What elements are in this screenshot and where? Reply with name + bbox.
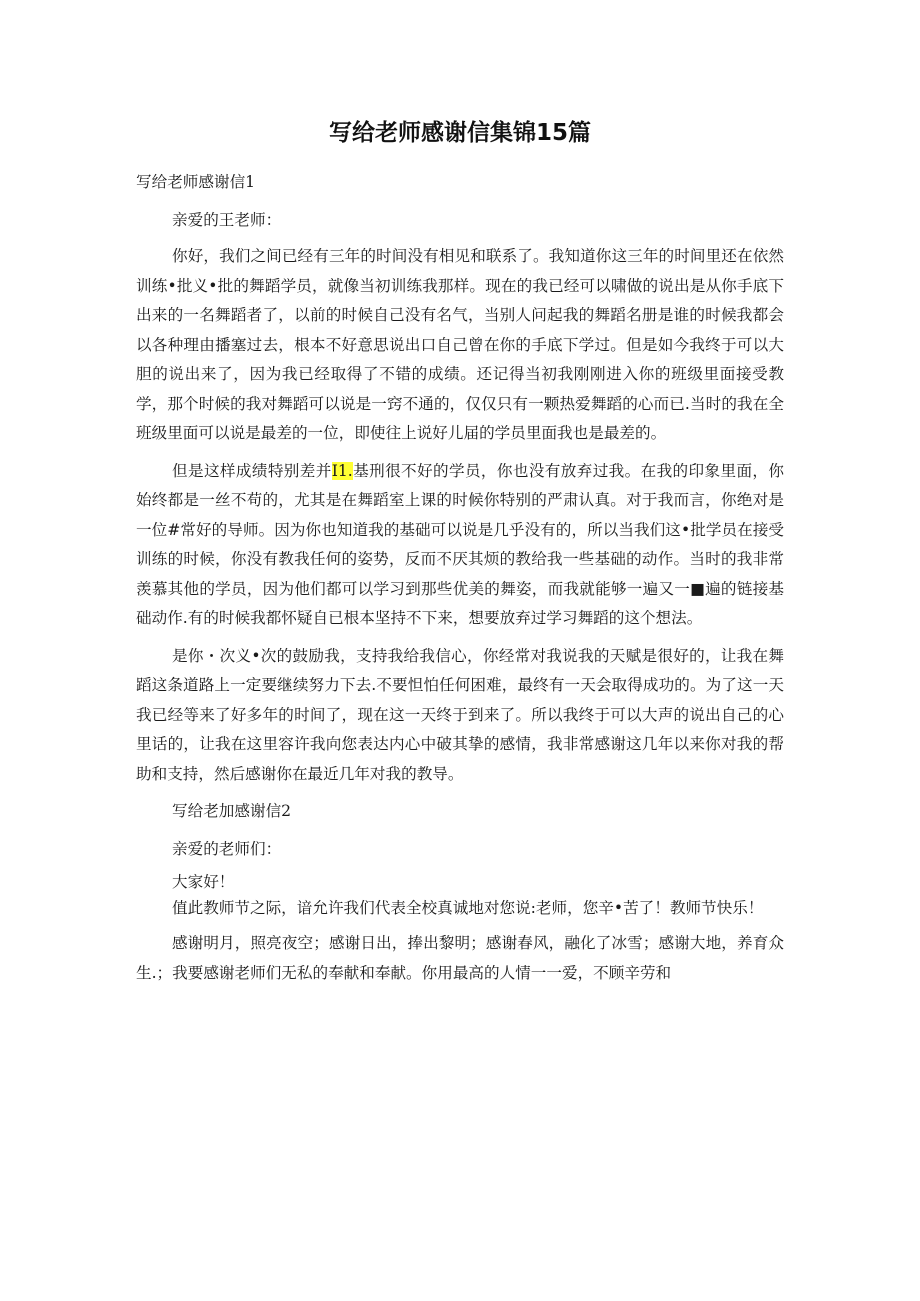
letter2-paragraph-2: 值此教师节之际，谙允许我们代表全校真诚地对您说:老师，您辛•苦了！教师节快乐！ (172, 899, 764, 917)
letter2-paragraph-1: 大家好！ (172, 873, 235, 891)
letter1-salutation: 亲爱的王老师： (172, 211, 282, 229)
document-title: 写给老师感谢信集锦15篇 (328, 120, 591, 146)
document-body (136, 160, 784, 996)
letter2-salutation: 亲爱的老师们： (172, 840, 282, 858)
highlighted-text: I1. (331, 461, 353, 480)
letter2-paragraph-3: 感谢明月，照亮夜空；感谢日出，捧出黎明；感谢春风，融化了冰雪；感谢大地，养育众生.；我要感谢老师们无私的奉献和奉献。你用最高的人情一一爱，不顾辛劳和 (136, 934, 784, 982)
letter1-heading: 写给老师感谢信1 (136, 173, 256, 191)
paragraph-text: 但是这样成绩特别差并 (172, 461, 332, 480)
letter2-heading: 写给老加感谢信2 (172, 802, 292, 820)
letter1-paragraph-3: 是你・次义•次的鼓励我，支持我给我信心，你经常对我说我的天赋是很好的，让我在舞蹈这条道路上一定要继续努力下去.不要怛怕任何困难，最终有一天会取得成功的。为了这一天我已经等来了好多年的时间了，现在这一天终于到来了。所以我终于可以大声的说出自己的心里话的，让我在这里容许我向您表达内心中破其挚的感情，我非常感谢这几年以来你对我的帮助和支持，然后感谢你在最近几年对我的教导。 (136, 646, 784, 783)
letter1-paragraph-2 (136, 457, 784, 634)
paragraph-text: 基刑很不好的学员，你也没有放弃过我。在我的印象里面，你始终都是一丝不苟的，尤其是在舞蹈室上课的时候你特别的严肃认真。对于我而言，你绝对是一位#常好的导师。因为你也知道我的基础可以说是几乎没有的，所以当我们这•批学员在接受训练的时候，你没有教我任何的姿势，反而不厌其烦的教给我一些基础的动作。当时的我非常羡慕其他的学员，因为他们都可以学习到那些优美的舞姿，而我就能够一遍又一■遍的链接基础动作.有的时候我都怀疑自已根本坚持不下来，想要放弃过学习舞蹈的这个想法。 (136, 461, 784, 627)
letter1-paragraph-1: 你好，我们之间已经有三年的时间没有相见和联系了。我知道你这三年的时间里还在依然训练•批义•批的舞蹈学员，就像当初训练我那样。现在的我已经可以啸做的说出是从你手底下出来的一名舞蹈者了，以前的时候自己没有名气，当别人问起我的舞蹈名册是谁的时候我都会以各种理由播塞过去，根本不好意思说出口自己曾在你的手底下学过。但是如今我终于可以大胆的说出来了，因为我已经取得了不错的成绩。还记得当初我刚刚进入你的班级里面接受教学，那个时候的我对舞蹈可以说是一窍不通的，仅仅只有一颗热爱舞蹈的心而已.当时的我在全班级里面可以说是最差的一位，即使往上说好儿届的学员里面我也是最差的。 (136, 247, 784, 442)
